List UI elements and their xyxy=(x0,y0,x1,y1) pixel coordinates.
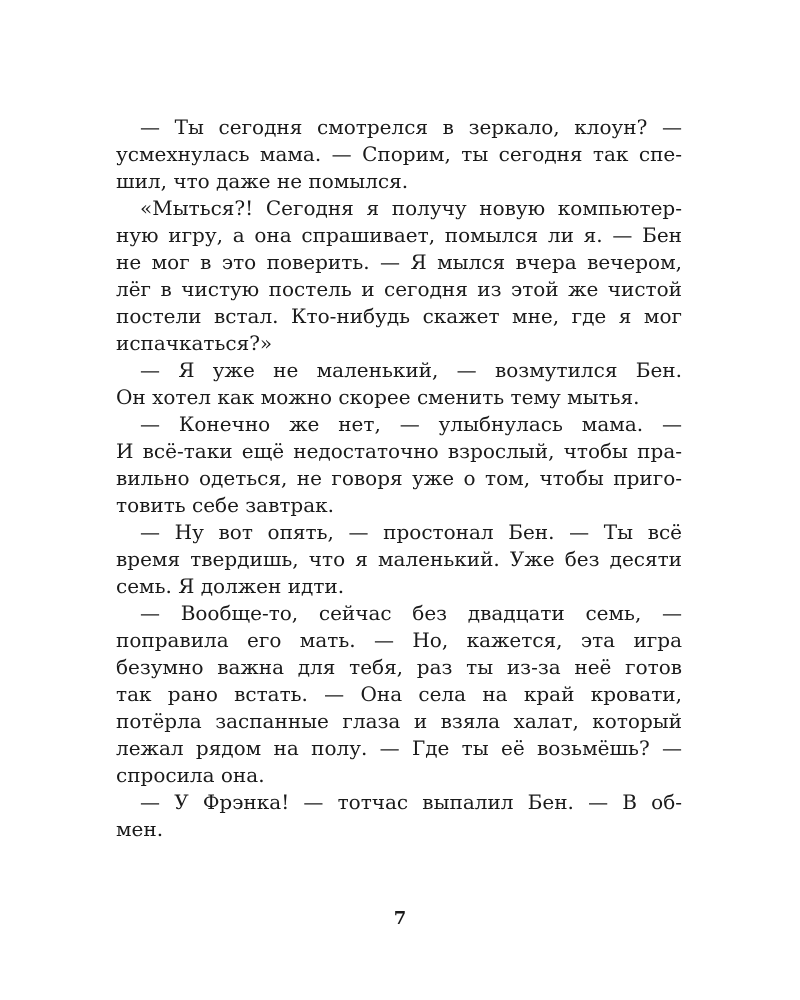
text-line: время твердишь, что я маленький. Уже без десяти xyxy=(116,547,682,571)
text-line: «Мыться?! Сегодня я получу новую компьютер- xyxy=(140,196,682,220)
text-line: так рано встать. — Она села на край кровати, xyxy=(116,682,682,706)
text-line: И всё-таки ещё недостаточно взрослый, чтобы пра- xyxy=(116,439,682,463)
text-line: — Ну вот опять, — простонал Бен. — Ты всё xyxy=(140,520,682,544)
text-line: усмехнулась мама. — Спорим, ты сегодня так спе- xyxy=(116,142,682,166)
text-line: постели встал. Кто-нибудь скажет мне, где я мог xyxy=(116,304,682,328)
paragraph-2 xyxy=(116,195,682,357)
text-line: семь. Я должен идти. xyxy=(116,574,345,598)
text-line: не мог в это поверить. — Я мылся вчера вечером, xyxy=(116,250,682,274)
paragraph-3 xyxy=(116,357,682,411)
paragraph-5 xyxy=(116,519,682,600)
paragraph-7 xyxy=(116,789,682,843)
text-line: — У Фрэнка! — тотчас выпалил Бен. — В об- xyxy=(140,790,682,814)
text-line: — Я уже не маленький, — возмутился Бен. xyxy=(140,358,682,382)
text-line: шил, что даже не помылся. xyxy=(116,169,409,193)
paragraph-6 xyxy=(116,600,682,789)
text-line: лёг в чистую постель и сегодня из этой же чистой xyxy=(116,277,682,301)
text-line: мен. xyxy=(116,817,164,841)
text-line: — Ты сегодня смотрелся в зеркало, клоун? — xyxy=(140,115,682,139)
text-line: Он хотел как можно скорее сменить тему мытья. xyxy=(116,385,640,409)
text-line: поправила его мать. — Но, кажется, эта игра xyxy=(116,628,682,652)
text-line: — Конечно же нет, — улыбнулась мама. — xyxy=(140,412,682,436)
text-line: вильно одеться, не говоря уже о том, чтобы приго- xyxy=(116,466,682,490)
text-line: ную игру, а она спрашивает, помылся ли я. — Бен xyxy=(116,223,682,247)
body-text xyxy=(116,114,682,843)
paragraph-1 xyxy=(116,114,682,195)
text-line: безумно важна для тебя, раз ты из-за неё готов xyxy=(116,655,682,679)
text-line: — Вообще-то, сейчас без двадцати семь, — xyxy=(140,601,682,625)
text-line: потёрла заспанные глаза и взяла халат, который xyxy=(116,709,682,733)
paragraph-4 xyxy=(116,411,682,519)
text-line: товить себе завтрак. xyxy=(116,493,335,517)
text-line: спросила она. xyxy=(116,763,265,787)
page-number: 7 xyxy=(393,908,407,929)
text-line: испачкаться?» xyxy=(116,331,273,355)
text-line: лежал рядом на полу. — Где ты её возьмёшь? — xyxy=(116,736,682,760)
